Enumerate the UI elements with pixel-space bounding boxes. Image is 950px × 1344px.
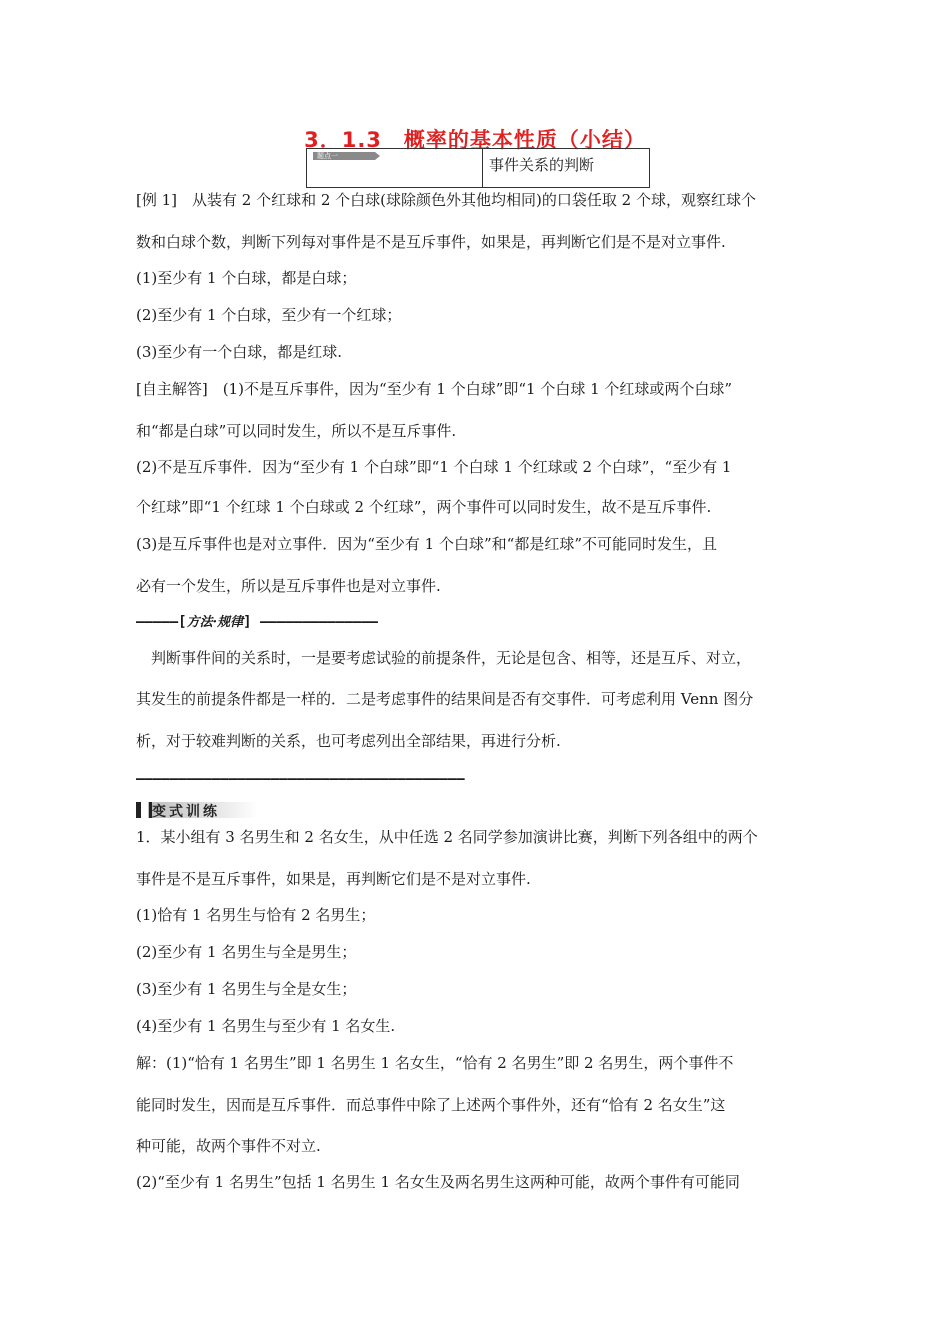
example-line: 必有一个发生，所以是互斥事件也是对立事件. [136, 577, 441, 595]
variant-line: (4)至少有 1 名男生与至少有 1 名女生. [136, 1017, 396, 1035]
method-line: 判断事件间的关系时，一是要考虑试验的前提条件，无论是包含、相等，还是互斥、对立， [136, 649, 752, 667]
example-line: (2)不是互斥事件．因为“至少有 1 个白球”即“1 个白球 1 个红球或 2 个白球”，“至少有 1 [136, 458, 732, 476]
method-line: 析，对于较难判断的关系，也可考虑列出全部结果，再进行分析. [136, 732, 561, 750]
method-line: 其发生的前提条件都是一样的．二是考虑事件的结果间是否有交事件．可考虑利用 Venn 图分 [136, 690, 754, 708]
variant-line: 解：(1)“恰有 1 名男生”即 1 名男生 1 名女生，“恰有 2 名男生”即 2 名男生，两个事件不 [136, 1054, 734, 1072]
method-label: 方法·规律 [186, 615, 244, 630]
variant-line: 事件是不是互斥事件，如果是，再判断它们是不是对立事件. [136, 870, 531, 888]
variant-line: (1)恰有 1 名男生与恰有 2 名男生； [136, 906, 376, 924]
example-line: (3)是互斥事件也是对立事件．因为“至少有 1 个白球”和“都是红球”不可能同时发生，且 [136, 535, 718, 553]
topic-tag-cell [307, 149, 483, 187]
variant-line: 能同时发生，因而是互斥事件．而总事件中除了上述两个事件外，还有“恰有 2 名女生”这 [136, 1096, 726, 1114]
variant-line: (2)至少有 1 名男生与全是男生； [136, 943, 357, 961]
method-dashes-right: ] —————————————— [243, 614, 378, 630]
variant-banner [136, 800, 256, 820]
example-line: 和“都是白球”可以同时发生，所以不是互斥事件. [136, 422, 457, 440]
example-line: 个红球”即“1 个红球 1 个白球或 2 个红球”，两个事件可以同时发生，故不是互斥事件. [136, 498, 712, 516]
topic-header-box [306, 148, 650, 188]
variant-line: 1．某小组有 3 名男生和 2 名女生，从中任选 2 名同学参加演讲比赛，判断下列各组中的两个 [136, 828, 758, 846]
topic-tag: 题点一 [313, 152, 375, 160]
topic-heading: 事件关系的判断 [489, 156, 595, 174]
example-line: [例 1] 从装有 2 个红球和 2 个白球(球除颜色外其他均相同)的口袋任取 2 个球，观察红球个 [136, 191, 756, 209]
page-title: 3．1.3 概率的基本性质（小结） [304, 128, 646, 152]
variant-line: (3)至少有 1 名男生与全是女生； [136, 980, 357, 998]
example-line: (2)至少有 1 个白球，至少有一个红球； [136, 306, 402, 324]
example-line: 数和白球个数，判断下列每对事件是不是互斥事件，如果是，再判断它们是不是对立事件. [136, 233, 726, 251]
example-line: [自主解答] (1)不是互斥事件，因为“至少有 1 个白球”即“1 个白球 1 个红球或两个白球” [136, 380, 733, 398]
variant-line: 种可能，故两个事件不对立. [136, 1137, 321, 1155]
method-rule: ——————————————————————————————————————— [136, 771, 465, 787]
example-line: (1)至少有 1 个白球，都是白球； [136, 269, 357, 287]
banner-bar-icon [139, 802, 141, 818]
variant-line: (2)“至少有 1 名男生”包括 1 名男生 1 名女生及两名男生这两种可能，故两个事件有可能同 [136, 1173, 740, 1191]
variant-banner-label: 变式训练 [152, 804, 220, 820]
method-header [136, 611, 378, 630]
method-dashes-left: —————[ [136, 614, 187, 630]
example-line: (3)至少有一个白球，都是红球. [136, 343, 343, 361]
